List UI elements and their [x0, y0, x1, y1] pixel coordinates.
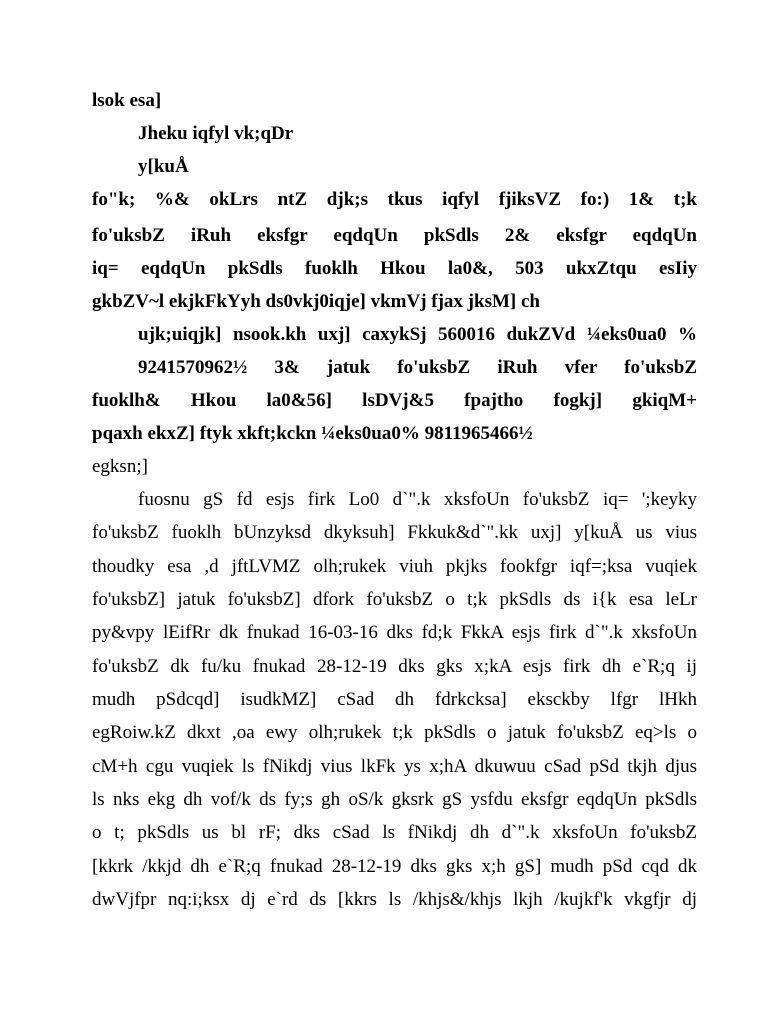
body-line: fuosnu gS fd esjs firk Lo0 d`".k xksfoUn fo'uksbZ iq= ';keyky — [138, 489, 697, 510]
recipient-line-2: y[kuÅ — [138, 156, 189, 177]
body-line: mudh pSdcqd] isudkMZ] cSad dh fdrkcksa] eksckby lfgr lHkh — [92, 689, 697, 710]
salutation: egksn;] — [92, 456, 148, 477]
subject-line: fuoklh& Hkou la0&56] lsDVj&5 fpajtho fogkj] gkiqM+ — [92, 390, 697, 411]
body-line: fo'uksbZ dk fu/ku fnukad 28-12-19 dks gks x;kA esjs firk dh e`R;q ij — [92, 656, 697, 677]
recipient-line-1: Jheku iqfyl vk;qDr — [138, 123, 294, 144]
body-line: egRoiw.kZ dkxt ,oa ewy olh;rukek t;k pkSdls o jatuk fo'uksbZ eq>ls o — [92, 722, 697, 743]
subject-line: fo'uksbZ iRuh eksfgr eqdqUn pkSdls 2& eksfgr eqdqUn — [92, 225, 697, 246]
body-line: thoudky esa ,d jftLVMZ olh;rukek viuh pkjks fookfgr iqf=;ksa vuqiek — [92, 556, 697, 577]
body-line: [kkrk /kkjd dh e`R;q fnukad 28-12-19 dks gks x;h gS] mudh pSd cqd dk — [92, 856, 697, 877]
document-heading: lsok esa] — [92, 90, 162, 111]
subject-line: gkbZV~l ekjkFkYyh ds0vkj0iqje] vkmVj fjax jksM] ch — [92, 291, 540, 312]
body-line: py&vpy lEifRr dk fnukad 16-03-16 dks fd;k FkkA esjs firk d`".k xksfoUn — [92, 622, 697, 643]
subject-line: ujk;uiqjk] nsook.kh uxj] caxykSj 560016 dukZVd ¼eks0ua0 % — [138, 324, 697, 345]
body-line: o t; pkSdls us bl rF; dks cSad ls fNikdj dh d`".k xksfoUn fo'uksbZ — [92, 822, 697, 843]
subject-line: 9241570962½ 3& jatuk fo'uksbZ iRuh vfer fo'uksbZ — [138, 357, 697, 378]
subject-line: iq= eqdqUn pkSdls fuoklh Hkou la0&, 503 ukxZtqu esIiy — [92, 258, 697, 279]
body-line: dwVjfpr nq:i;ksx dj e`rd ds [kkrs ls /khjs&/khjs lkjh /kujkf'k vkgfjr dj — [92, 889, 697, 910]
body-line: fo'uksbZ fuoklh bUnzyksd dkyksuh] Fkkuk&d`".kk uxj] y[kuÅ us vius — [92, 522, 697, 543]
subject-line: pqaxh ekxZ] ftyk xkft;kckn ¼eks0ua0% 9811965466½ — [92, 423, 533, 444]
body-line: cM+h cgu vuqiek ls fNikdj vius lkFk ys x;hA dkuwuu cSad pSd tkjh djus — [92, 756, 697, 777]
body-line: ls nks ekg dh vof/k ds fy;s gh oS/k gksrk gS ysfdu eksfgr eqdqUn pkSdls — [92, 789, 697, 810]
subject-line: fo"k; %& okLrs ntZ djk;s tkus iqfyl fjiksVZ fo:) 1& t;k — [92, 189, 697, 210]
body-line: fo'uksbZ] jatuk fo'uksbZ] dfork fo'uksbZ o t;k pkSdls ds i{k esa leLr — [92, 589, 697, 610]
